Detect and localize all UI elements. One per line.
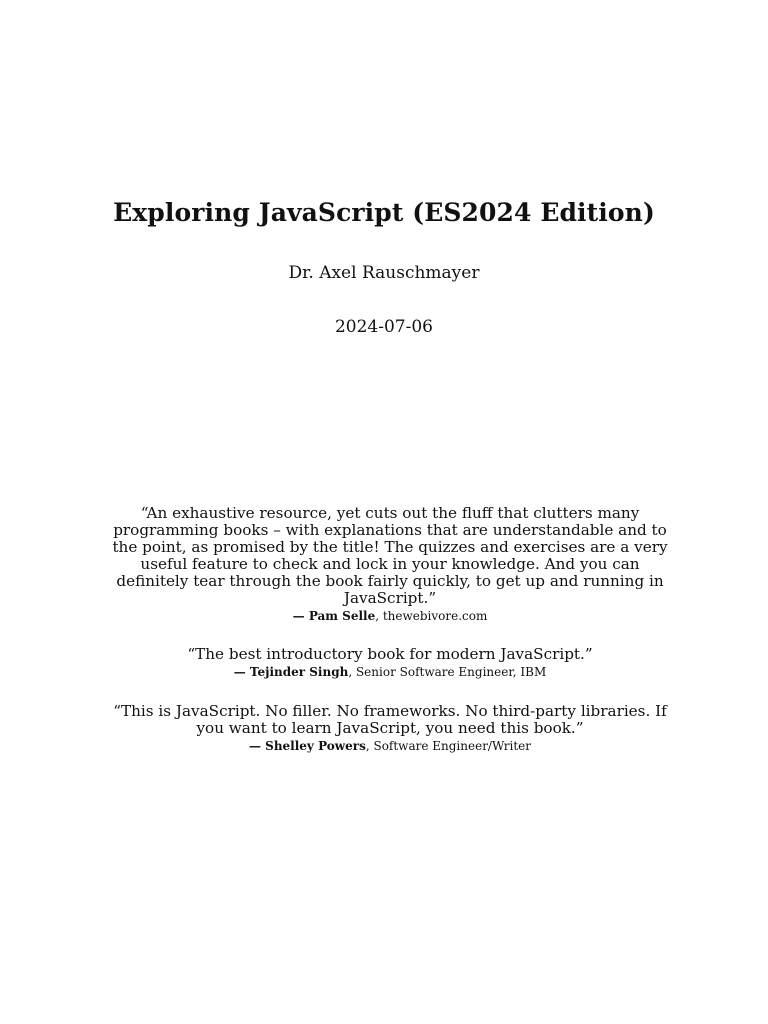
testimonial-attribution — [110, 738, 670, 754]
attribution-affiliation: , Software Engineer/Writer — [365, 739, 532, 753]
attribution-dash: — — [292, 609, 309, 623]
book-title: Exploring JavaScript (ES2024 Edition) — [113, 198, 655, 227]
attribution-name: Shelley Powers — [265, 739, 366, 753]
publication-date: 2024-07-06 — [334, 317, 433, 337]
attribution-affiliation: , thewebivore.com — [375, 609, 488, 623]
testimonial-attribution — [110, 664, 670, 680]
testimonials — [110, 505, 670, 754]
testimonial-attribution — [110, 608, 670, 624]
testimonial-quote: “This is JavaScript. No filler. No frameworks. No third-party libraries. If you want to learn JavaScript, you need this book.” — [113, 702, 667, 737]
testimonial — [110, 505, 670, 624]
attribution-dash: — — [233, 665, 250, 679]
book-author: Dr. Axel Rauschmayer — [288, 263, 480, 283]
attribution-name: Tejinder Singh — [249, 665, 349, 679]
testimonial-quote: “An exhaustive resource, yet cuts out the fluff that clutters many programming books – with explanations that are understandable and to the point, as promised by the title! The quizzes and exercises are a very useful feature to check and lock in your knowledge. And you can definitely tear through the book fairly quickly, to get up and running in JavaScript.” — [112, 504, 668, 607]
attribution-name: Pam Selle — [308, 609, 376, 623]
attribution-affiliation: , Senior Software Engineer, IBM — [348, 665, 547, 679]
testimonial — [110, 646, 670, 680]
testimonial-quote: “The best introductory book for modern JavaScript.” — [187, 645, 593, 663]
testimonial — [110, 703, 670, 754]
attribution-dash: — — [248, 739, 266, 753]
